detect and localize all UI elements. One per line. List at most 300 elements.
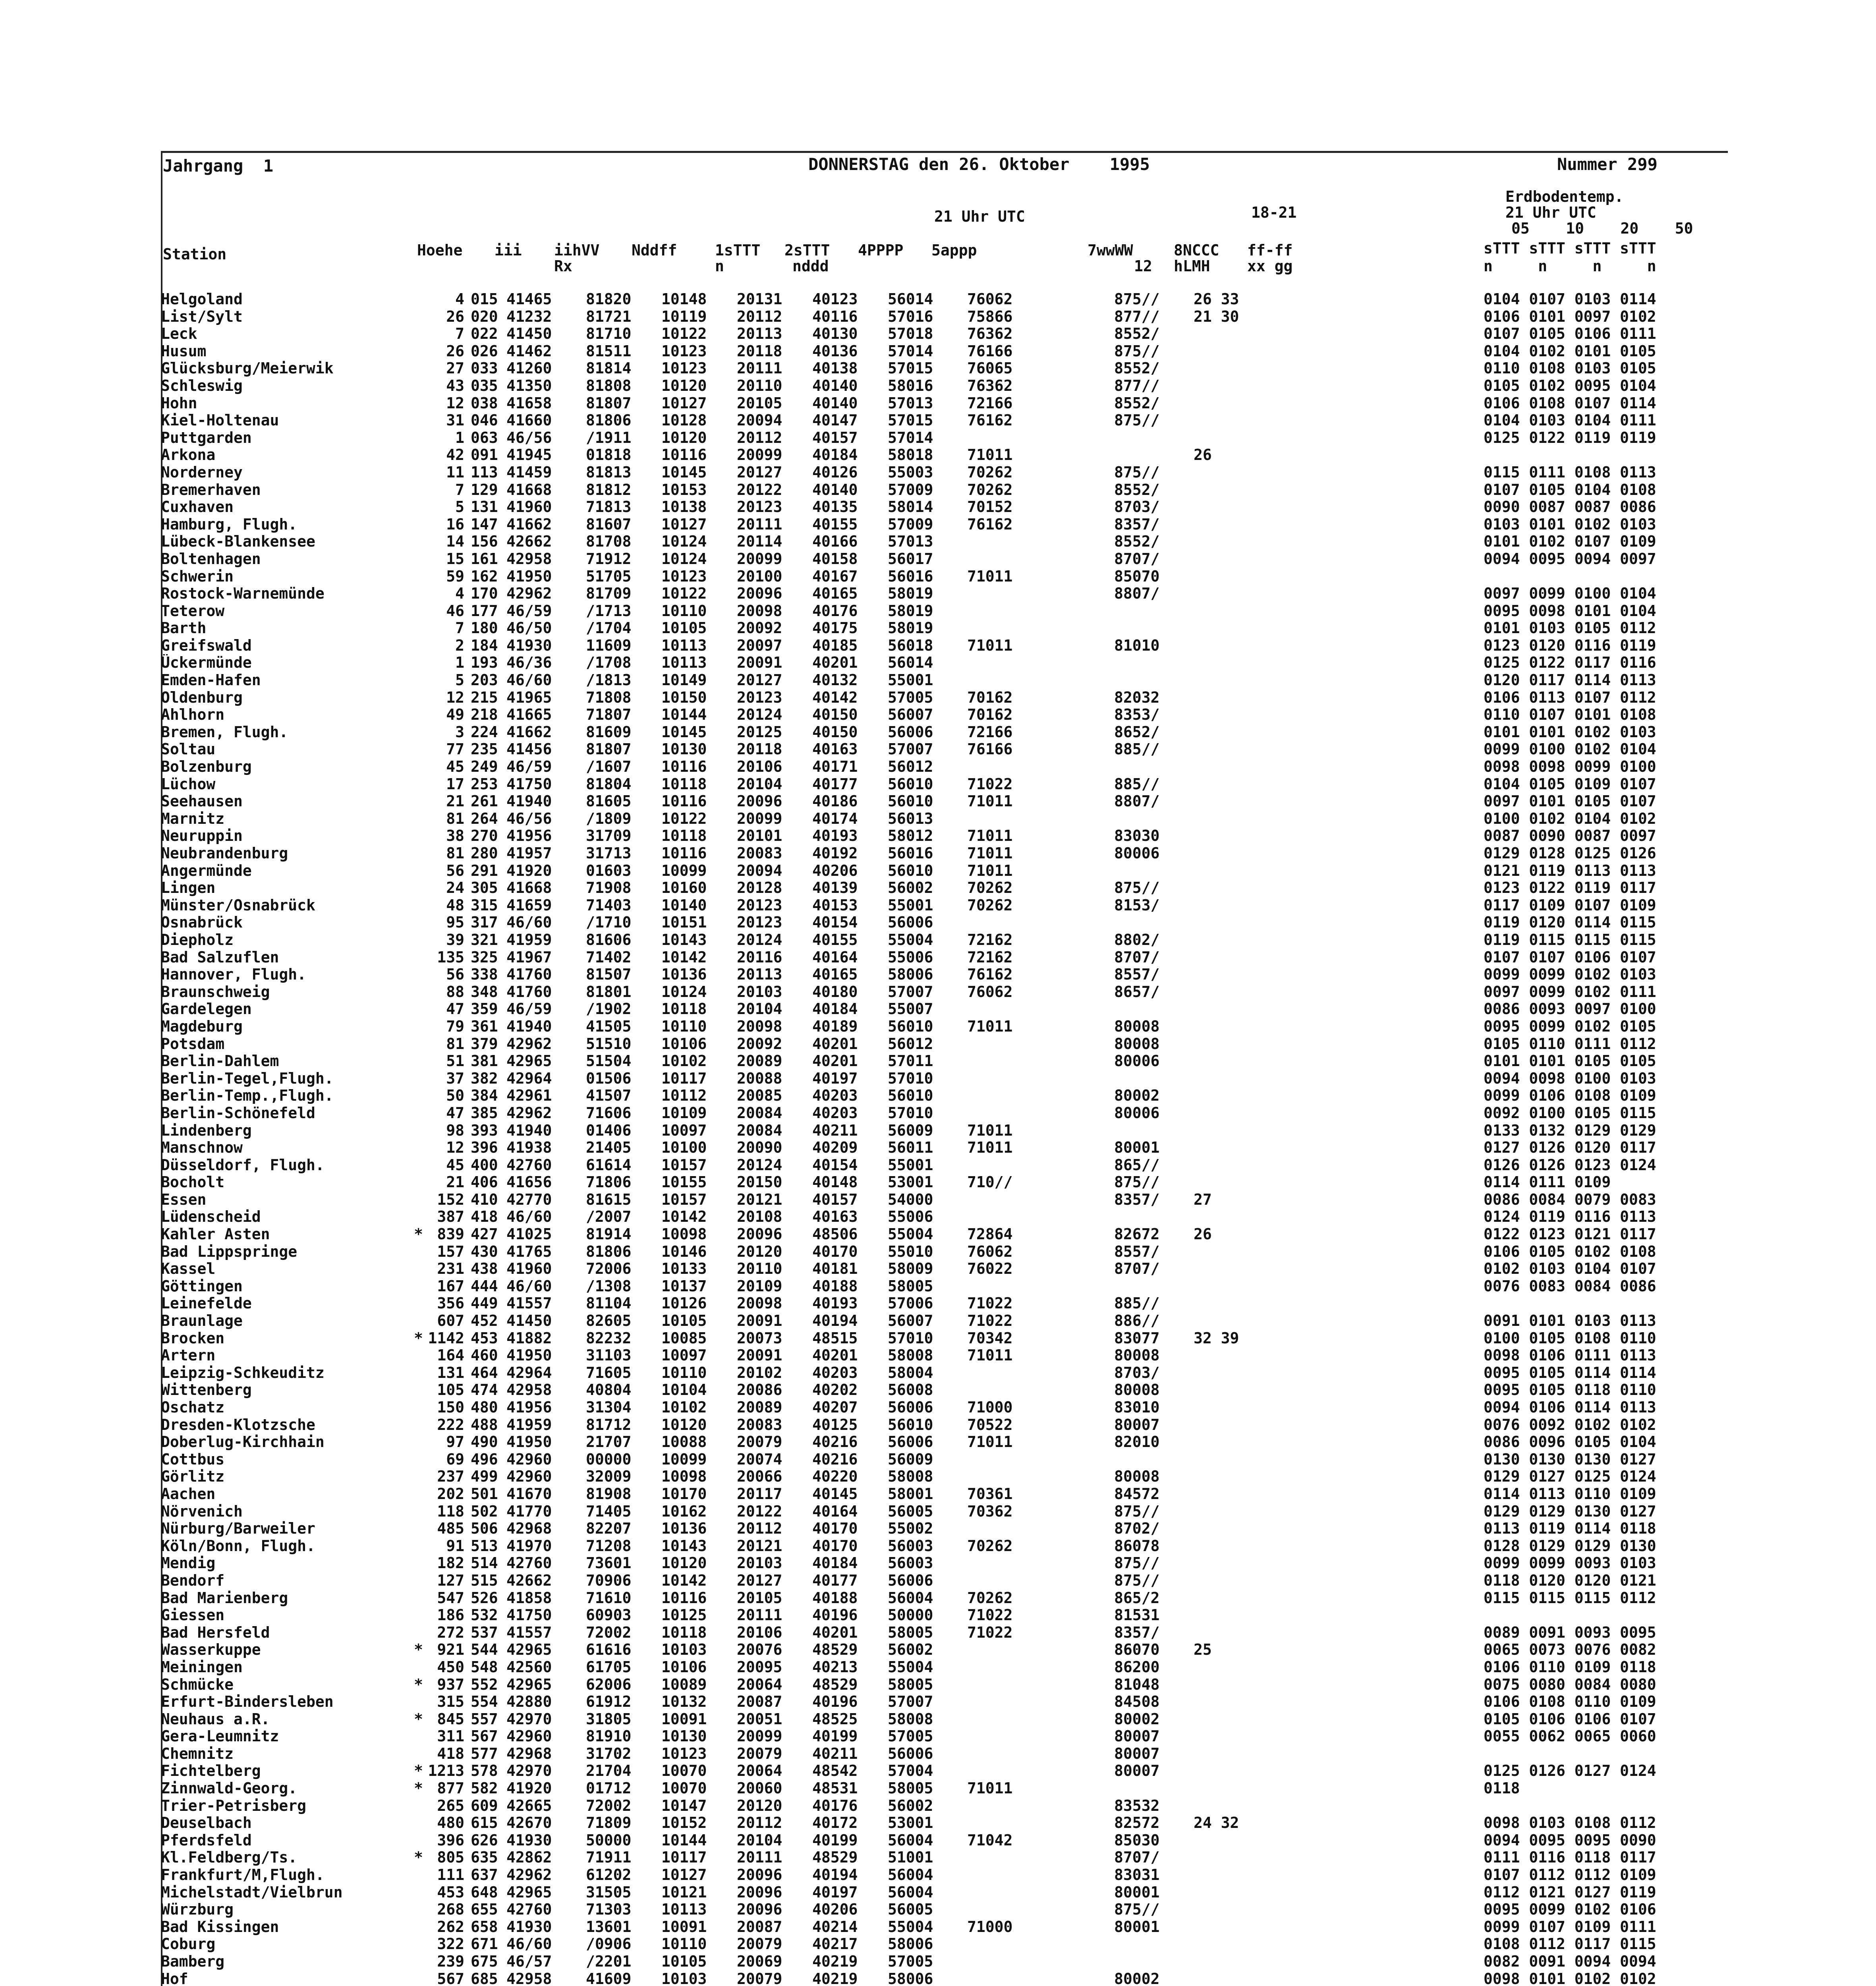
gust-ffff [1194,603,1249,620]
tendency-5appp: 56002 [888,1641,933,1659]
station-name: Bendorf [161,1572,225,1589]
soil-temperatures: 0125 0122 0117 0116 [1484,654,1656,672]
soil-row [1484,1676,1722,1694]
temp-1sttt: 10142 [661,949,707,966]
cloud-8nccc: 8707/ [1114,1849,1160,1866]
cloud-8nccc: 875// [1114,879,1160,897]
temp-2sttt: 20112 [737,1520,782,1538]
height: 14 [446,533,464,551]
table-row [161,360,1249,377]
temp-2sttt: 20088 [737,1070,782,1087]
tendency-5appp: 56003 [888,1555,933,1572]
pressure-4pppp: 40157 [812,429,858,446]
tendency-5appp: 56006 [888,1572,933,1589]
tendency-5appp: 57006 [888,1295,933,1312]
iihvv: 42961 [506,1087,552,1105]
height: 453 [437,1884,464,1901]
nddff: 81709 [586,585,632,603]
height: 77 [446,741,464,758]
height: 222 [437,1416,464,1433]
iihvv: 42965 [506,1641,552,1659]
weather-7wwww: 70262 [967,896,1013,914]
station-name: Würzburg [161,1901,234,1918]
station-name: Görlitz [161,1468,225,1486]
soil-temperatures: 0107 0105 0104 0108 [1484,481,1656,498]
mountain-marker [399,706,427,724]
station-name: Bremen, Flugh. [161,723,288,741]
height: 69 [446,1451,464,1468]
station-name: Frankfurt/M,Flugh. [161,1866,325,1884]
temp-2sttt: 20079 [737,1936,782,1953]
temp-1sttt: 10162 [661,1503,707,1520]
mountain-marker [399,1157,427,1174]
pressure-4pppp: 40126 [812,464,858,481]
pressure-4pppp: 40145 [812,1485,858,1503]
tendency-5appp: 55006 [888,949,933,966]
weather-7wwww [967,1728,1114,1745]
station-name: Meiningen [161,1658,243,1676]
station-id: 449 [471,1295,498,1312]
table-row [161,983,1249,1001]
table-row [161,1711,1249,1728]
station-id: 514 [471,1555,498,1572]
temp-1sttt: 10125 [661,1607,707,1624]
station-name: Hamburg, Flugh. [161,516,298,533]
temp-2sttt: 20099 [737,1728,782,1745]
station-id: 675 [471,1953,498,1970]
height: 131 [437,1364,464,1381]
nddff: 71208 [586,1537,632,1555]
pressure-4pppp: 40158 [812,550,858,568]
weather-7wwww [967,1105,1114,1122]
soil-temperatures: 0119 0115 0115 0115 [1484,931,1656,949]
mountain-marker [399,672,427,689]
station-id: 400 [471,1156,498,1174]
mountain-marker [399,1555,427,1572]
gust-ffff [1194,1832,1249,1849]
iihvv: 41970 [506,1537,552,1555]
temp-1sttt: 10153 [661,481,707,498]
height: 7 [455,620,464,637]
temp-2sttt: 20079 [737,1970,782,1986]
pressure-4pppp: 40193 [812,1295,858,1312]
temp-1sttt: 10138 [661,498,707,516]
nddff: /1607 [586,758,632,776]
weather-7wwww [967,1191,1114,1209]
soil-temperatures: 0114 0113 0110 0109 [1484,1485,1656,1503]
height: 547 [437,1589,464,1607]
tendency-5appp: 57010 [888,1329,933,1347]
table-row [161,1468,1249,1486]
cloud-8nccc: 8707/ [1114,949,1160,966]
pressure-4pppp: 40155 [812,516,858,533]
mountain-marker [399,1538,427,1555]
gust-ffff [1194,758,1249,776]
cloud-8nccc: 83031 [1114,1866,1160,1884]
pressure-4pppp: 40202 [812,1381,858,1399]
soil-temperatures: 0095 0105 0118 0110 [1484,1381,1656,1399]
soil-temperatures: 0107 0112 0112 0109 [1484,1866,1656,1884]
pressure-4pppp: 40150 [812,723,858,741]
table-row [161,1936,1249,1953]
nddff: 71808 [586,689,632,706]
gust-ffff [1194,1607,1249,1624]
temp-1sttt: 10099 [661,1451,707,1468]
issue-number: Nummer 299 [1557,155,1658,174]
iihvv: 46/50 [506,620,552,637]
mountain-marker [399,1918,427,1936]
table-row [161,1486,1249,1503]
weather-7wwww [967,1711,1114,1728]
nddff: 71303 [586,1901,632,1918]
station-id: 381 [471,1053,498,1070]
soil-temperatures: 0100 0102 0104 0102 [1484,810,1656,827]
iihvv: 42760 [506,1156,552,1174]
mountain-marker [399,1866,427,1884]
nddff: 71605 [586,1364,632,1381]
weather-7wwww [967,1381,1114,1399]
cloud-8nccc [1114,429,1194,447]
weather-7wwww: 70522 [967,1416,1013,1433]
temp-1sttt: 10100 [661,1139,707,1157]
temp-1sttt: 10126 [661,1295,707,1312]
station-id: 184 [471,637,498,654]
cloud-8nccc: 8153/ [1114,896,1160,914]
mountain-marker: * [414,1762,423,1780]
station-name: Brocken [161,1329,225,1347]
soil-temperatures: 0099 0106 0108 0109 [1484,1087,1656,1105]
height: 45 [446,758,464,776]
temp-1sttt: 10120 [661,377,707,394]
pressure-4pppp: 48531 [812,1780,858,1797]
nddff: 71606 [586,1104,632,1122]
pressure-4pppp: 40216 [812,1433,858,1451]
pressure-4pppp: 40153 [812,896,858,914]
table-row [161,1849,1249,1866]
nddff: 70906 [586,1572,632,1589]
gust-ffff [1194,1122,1249,1140]
iihvv: 42958 [506,550,552,568]
weather-7wwww: 76362 [967,325,1013,343]
iihvv: 41450 [506,1312,552,1330]
temp-1sttt: 10127 [661,394,707,412]
iihvv: 41260 [506,360,552,377]
gust-ffff [1194,654,1249,672]
mountain-marker: * [414,1849,423,1866]
iihvv: 41967 [506,949,552,966]
station-name: Bad Marienberg [161,1589,288,1607]
soil-temperatures [1484,1797,1722,1815]
soil-row [1484,568,1722,585]
cloud-8nccc: 8707/ [1114,550,1160,568]
tendency-5appp: 56007 [888,706,933,724]
temp-2sttt: 20117 [737,1485,782,1503]
table-row [161,1624,1249,1642]
iihvv: 46/59 [506,602,552,620]
temp-2sttt: 20089 [737,1399,782,1416]
table-row [161,464,1249,481]
station-id: 410 [471,1191,498,1208]
temp-1sttt: 10120 [661,1416,707,1433]
soil-temperatures: 0098 0098 0099 0100 [1484,758,1656,776]
iihvv: 41940 [506,1018,552,1035]
weather-7wwww: 75866 [967,308,1013,325]
temp-2sttt: 20084 [737,1122,782,1139]
soil-temperatures: 0101 0101 0102 0103 [1484,723,1656,741]
height: 37 [446,1070,464,1087]
mountain-marker: * [414,1676,423,1693]
temp-1sttt: 10157 [661,1191,707,1208]
station-name: Kassel [161,1260,216,1278]
nddff: 01818 [586,446,632,464]
soil-row [1484,1295,1722,1312]
pressure-4pppp: 40209 [812,1139,858,1157]
pressure-4pppp: 40125 [812,1416,858,1433]
gust-ffff [1194,395,1249,412]
weather-7wwww: 70262 [967,1589,1013,1607]
station-id: 460 [471,1347,498,1364]
gust-ffff [1194,1208,1249,1226]
station-id: 501 [471,1485,498,1503]
wind-period: 18-21 [1251,204,1297,221]
iihvv: 41965 [506,689,552,706]
soil-row [1484,1814,1722,1832]
weather-7wwww: 70342 [967,1329,1013,1347]
iihvv: 46/60 [506,914,552,931]
temp-1sttt: 10113 [661,654,707,672]
weather-7wwww: 76362 [967,377,1013,394]
station-id: 063 [471,429,498,446]
pressure-4pppp: 40201 [812,1624,858,1641]
temp-2sttt: 20092 [737,620,782,637]
header-station: Station [163,245,227,263]
nddff: /2007 [586,1208,632,1226]
cloud-8nccc: 865// [1114,1156,1160,1174]
cloud-8nccc: 8552/ [1114,394,1160,412]
station-id: 506 [471,1520,498,1538]
soil-temperatures: 0089 0091 0093 0095 [1484,1624,1656,1641]
soil-temperatures: 0092 0100 0105 0115 [1484,1104,1656,1122]
mountain-marker [399,1486,427,1503]
tendency-5appp: 56014 [888,654,933,672]
table-row [161,1884,1249,1901]
tendency-5appp: 56018 [888,637,933,654]
table-row [161,429,1249,447]
weather-7wwww: 71011 [967,1139,1013,1157]
pressure-4pppp: 40188 [812,1589,858,1607]
pressure-4pppp: 40154 [812,1156,858,1174]
station-name: Osnabrück [161,914,243,931]
temp-2sttt: 20123 [737,689,782,706]
table-row [161,1538,1249,1555]
cloud-8nccc [1114,1451,1194,1468]
temp-2sttt: 20114 [737,533,782,551]
station-id: 315 [471,896,498,914]
height: 418 [437,1745,464,1762]
gust-ffff [1194,1364,1249,1382]
temp-2sttt: 20106 [737,1624,782,1641]
station-id: 270 [471,827,498,845]
soil-temp-time: 21 Uhr UTC [1505,204,1596,221]
soil-temperatures: 0101 0102 0107 0109 [1484,533,1656,551]
mountain-marker [399,689,427,707]
tendency-5appp: 56010 [888,793,933,810]
temp-1sttt: 10124 [661,550,707,568]
gust-ffff [1194,1659,1249,1676]
temp-2sttt: 20123 [737,896,782,914]
temp-1sttt: 10128 [661,412,707,429]
mountain-marker [399,446,427,464]
weather-7wwww [967,1451,1114,1468]
gust-ffff [1194,1070,1249,1088]
mountain-marker [399,360,427,377]
mountain-marker [399,845,427,862]
table-row [161,1918,1249,1936]
temp-1sttt: 10151 [661,914,707,931]
pressure-4pppp: 40138 [812,360,858,377]
temp-2sttt: 20118 [737,342,782,360]
nddff: 41507 [586,1087,632,1105]
station-id: 385 [471,1104,498,1122]
nddff: 82207 [586,1520,632,1538]
mountain-marker [399,1572,427,1590]
tendency-5appp: 55007 [888,1001,933,1018]
station-id: 480 [471,1399,498,1416]
weather-7wwww: 71011 [967,1433,1013,1451]
station-name: Hohn [161,394,197,412]
station-id: 635 [471,1849,498,1866]
soil-temperatures: 0098 0106 0111 0113 [1484,1347,1656,1364]
mountain-marker [399,1001,427,1018]
soil-temperatures [1484,1607,1722,1624]
station-name: Bad Lippspringe [161,1243,298,1260]
cloud-8nccc: 84508 [1114,1693,1160,1711]
temp-2sttt: 20094 [737,412,782,429]
weather-7wwww [967,1797,1114,1815]
nddff: 40804 [586,1381,632,1399]
weather-7wwww [967,1971,1114,1986]
station-id: 161 [471,550,498,568]
height: 1142 [428,1329,464,1347]
gust-ffff [1194,1780,1249,1797]
height: 182 [437,1555,464,1572]
table-row [161,291,1249,308]
table-row [161,1278,1249,1295]
gust-ffff [1194,498,1249,516]
cloud-8nccc [1114,1936,1194,1953]
height: 118 [437,1503,464,1520]
height: 98 [446,1122,464,1139]
station-id: 554 [471,1693,498,1711]
cloud-8nccc: 875// [1114,1174,1160,1191]
tendency-5appp: 58006 [888,966,933,983]
gust-ffff [1194,897,1249,914]
weather-7wwww: 71022 [967,1624,1013,1641]
iihvv: 46/36 [506,654,552,672]
soil-row [1484,654,1722,672]
gust-ffff: 26 [1194,446,1212,464]
temp-2sttt: 20083 [737,1416,782,1433]
pressure-4pppp: 40136 [812,342,858,360]
nddff: 50000 [586,1831,632,1849]
station-id: 532 [471,1607,498,1624]
station-name: Lindenberg [161,1122,252,1139]
mountain-marker [399,1053,427,1070]
temp-1sttt: 10085 [661,1329,707,1347]
temp-2sttt: 20083 [737,845,782,862]
pressure-4pppp: 40201 [812,654,858,672]
weather-7wwww: 72162 [967,931,1013,949]
gust-ffff [1194,827,1249,845]
tendency-5appp: 55006 [888,1208,933,1226]
mountain-marker: * [414,1780,423,1797]
station-id: 022 [471,325,498,343]
pressure-4pppp: 40203 [812,1104,858,1122]
mountain-marker [399,827,427,845]
tendency-5appp: 56004 [888,1589,933,1607]
mountain-marker [399,395,427,412]
station-id: 249 [471,758,498,776]
height: 95 [446,914,464,931]
pressure-4pppp: 40193 [812,827,858,845]
temp-1sttt: 10133 [661,1260,707,1278]
station-name: Deuselbach [161,1814,252,1832]
soil-temperatures: 0094 0095 0094 0097 [1484,550,1656,568]
station-id: 156 [471,533,498,551]
soil-row [1484,1849,1722,1866]
temp-1sttt: 10105 [661,620,707,637]
weather-7wwww: 70362 [967,1503,1013,1520]
mountain-marker [399,654,427,672]
pressure-4pppp: 40140 [812,394,858,412]
mountain-marker [399,1745,427,1763]
mountain-marker [399,741,427,758]
mountain-marker [399,1728,427,1745]
mountain-marker [399,1381,427,1399]
iihvv: 42962 [506,1035,552,1053]
table-row [161,1105,1249,1122]
station-id: 384 [471,1087,498,1105]
mountain-marker [399,1278,427,1295]
cloud-8nccc [1114,758,1194,776]
temp-2sttt: 20111 [737,516,782,533]
temp-2sttt: 20102 [737,1364,782,1381]
height: 56 [446,966,464,983]
tendency-5appp: 57014 [888,429,933,446]
temp-1sttt: 10118 [661,1001,707,1018]
temp-2sttt: 20096 [737,585,782,603]
station-id: 379 [471,1035,498,1053]
table-row [161,1520,1249,1538]
height: 1213 [428,1762,464,1780]
station-name: Bad Kissingen [161,1918,279,1936]
pressure-4pppp: 48529 [812,1676,858,1693]
pressure-4pppp: 40140 [812,377,858,394]
weather-7wwww: 71011 [967,827,1013,845]
soil-row [1484,845,1722,862]
temp-2sttt: 20096 [737,1884,782,1901]
table-row [161,1399,1249,1416]
soil-temperatures: 0110 0108 0103 0105 [1484,360,1656,377]
gust-ffff: 26 [1194,1226,1212,1243]
height: 12 [446,689,464,706]
station-id: 321 [471,931,498,949]
gust-ffff [1194,724,1249,741]
cloud-8nccc: 875// [1114,1503,1160,1520]
gust-ffff [1194,845,1249,862]
pressure-4pppp: 40203 [812,1087,858,1105]
gust-ffff [1194,585,1249,603]
